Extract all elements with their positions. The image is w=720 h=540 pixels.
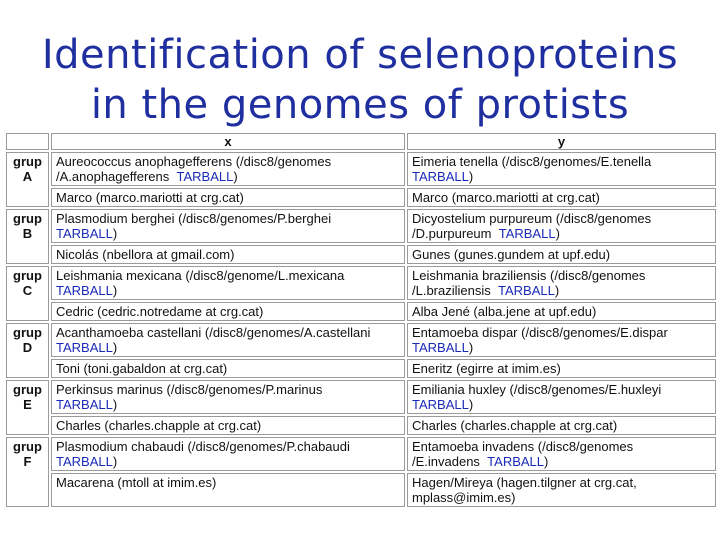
genome-path: /D.purpureum — [412, 226, 492, 241]
header-row — [6, 133, 716, 150]
group-label — [6, 152, 49, 207]
group-letter: F — [23, 454, 32, 469]
person-cell-x: Toni (toni.gabaldon at crg.cat) — [51, 359, 405, 378]
person-cell-x: Nicolás (nbellora at gmail.com) — [51, 245, 405, 264]
genome-text: Eimeria tenella (/disc8/genomes/E.tenella — [412, 154, 652, 169]
genome-text: Entamoeba invadens (/disc8/genomes — [412, 439, 634, 454]
group-label — [6, 209, 49, 264]
group-label — [6, 380, 49, 435]
group-word: grup — [13, 439, 42, 454]
group-letter: A — [22, 169, 33, 184]
person-cell-y: Alba Jené (alba.jene at upf.edu) — [407, 302, 716, 321]
group-word: grup — [13, 154, 42, 169]
group-label — [6, 323, 49, 378]
table-row — [6, 152, 716, 186]
table-row — [6, 245, 716, 264]
genome-cell-y — [407, 266, 716, 300]
group-letter: B — [22, 226, 33, 241]
genome-text: Leishmania mexicana (/disc8/genome/L.mexicana — [56, 268, 345, 283]
group-word: grup — [13, 325, 42, 340]
group-word: grup — [13, 382, 42, 397]
genome-cell-x — [51, 437, 405, 471]
close-paren: ) — [112, 226, 118, 241]
close-paren: ) — [112, 283, 118, 298]
table-row — [6, 266, 716, 300]
group-label — [6, 266, 49, 321]
tarball-link[interactable]: TARBALL — [498, 226, 556, 241]
person-cell-y: Gunes (gunes.gundem at upf.edu) — [407, 245, 716, 264]
close-paren: ) — [554, 283, 560, 298]
header-x: x — [51, 133, 405, 150]
genome-text: Acanthamoeba castellani (/disc8/genomes/A.castellani — [56, 325, 371, 340]
person-cell-x: Macarena (mtoll at imim.es) — [51, 473, 405, 507]
title-line-2: in the genomes of protists — [90, 82, 630, 128]
close-paren: ) — [468, 169, 474, 184]
close-paren: ) — [112, 397, 118, 412]
header-y: y — [407, 133, 716, 150]
table-row — [6, 209, 716, 243]
genome-path: /E.invadens — [412, 454, 480, 469]
tarball-link[interactable]: TARBALL — [56, 283, 113, 298]
person-cell-y: Marco (marco.mariotti at crg.cat) — [407, 188, 716, 207]
close-paren: ) — [112, 340, 118, 355]
person-cell-y: Charles (charles.chapple at crg.cat) — [407, 416, 716, 435]
genome-text: Perkinsus marinus (/disc8/genomes/P.marinus — [56, 382, 323, 397]
table-body — [6, 152, 716, 507]
group-letter: E — [23, 397, 32, 412]
genome-text: Aureococcus anophagefferens (/disc8/genomes — [56, 154, 332, 169]
person-cell-y: Hagen/Mireya (hagen.tilgner at crg.cat, mplass@imim.es) — [407, 473, 716, 507]
genome-cell-y — [407, 437, 716, 471]
slide-title — [0, 30, 720, 130]
group-label — [6, 437, 49, 507]
table-row — [6, 380, 716, 414]
genome-cell-x — [51, 380, 405, 414]
close-paren: ) — [468, 397, 474, 412]
table-row — [6, 437, 716, 471]
close-paren: ) — [555, 226, 560, 241]
title-line-1: Identification of selenoproteins — [41, 32, 679, 78]
genome-cell-x — [51, 152, 405, 186]
close-paren: ) — [233, 169, 238, 184]
genome-text: Entamoeba dispar (/disc8/genomes/E.dispar — [412, 325, 668, 340]
genome-cell-x — [51, 323, 405, 357]
person-cell-x: Charles (charles.chapple at crg.cat) — [51, 416, 405, 435]
person-cell-y: Eneritz (egirre at imim.es) — [407, 359, 716, 378]
assignment-table — [4, 131, 718, 509]
genome-text: Leishmania braziliensis (/disc8/genomes — [412, 268, 646, 283]
genome-cell-y — [407, 380, 716, 414]
genome-cell-x — [51, 266, 405, 300]
group-letter: C — [22, 283, 33, 298]
tarball-link[interactable]: TARBALL — [412, 340, 469, 355]
group-word: grup — [13, 211, 42, 226]
genome-text: Plasmodium chabaudi (/disc8/genomes/P.chabaudi — [56, 439, 350, 454]
person-cell-x: Marco (marco.mariotti at crg.cat) — [51, 188, 405, 207]
table-row — [6, 302, 716, 321]
person-cell-x: Cedric (cedric.notredame at crg.cat) — [51, 302, 405, 321]
genome-path: /L.braziliensis — [412, 283, 491, 298]
tarball-link[interactable]: TARBALL — [487, 454, 545, 469]
table-row — [6, 473, 716, 507]
header-empty-cell — [6, 133, 49, 150]
close-paren: ) — [112, 454, 118, 469]
close-paren: ) — [468, 340, 474, 355]
genome-text: Emiliania huxley (/disc8/genomes/E.huxleyi — [412, 382, 662, 397]
genome-cell-y — [407, 152, 716, 186]
genome-cell-y — [407, 323, 716, 357]
tarball-link[interactable]: TARBALL — [56, 340, 113, 355]
group-word: grup — [13, 268, 42, 283]
tarball-link[interactable]: TARBALL — [56, 226, 113, 241]
group-letter: D — [22, 340, 33, 355]
table-row — [6, 416, 716, 435]
genome-text: Dicyostelium purpureum (/disc8/genomes — [412, 211, 652, 226]
tarball-link[interactable]: TARBALL — [176, 169, 234, 184]
genome-path: /A.anophagefferens — [56, 169, 170, 184]
tarball-link[interactable]: TARBALL — [498, 283, 555, 298]
genome-cell-y — [407, 209, 716, 243]
tarball-link[interactable]: TARBALL — [56, 454, 113, 469]
tarball-link[interactable]: TARBALL — [412, 397, 469, 412]
tarball-link[interactable]: TARBALL — [56, 397, 113, 412]
tarball-link[interactable]: TARBALL — [412, 169, 469, 184]
close-paren: ) — [544, 454, 549, 469]
table-row — [6, 323, 716, 357]
table-row — [6, 359, 716, 378]
genome-text: Plasmodium berghei (/disc8/genomes/P.berghei — [56, 211, 332, 226]
table-row — [6, 188, 716, 207]
genome-cell-x — [51, 209, 405, 243]
